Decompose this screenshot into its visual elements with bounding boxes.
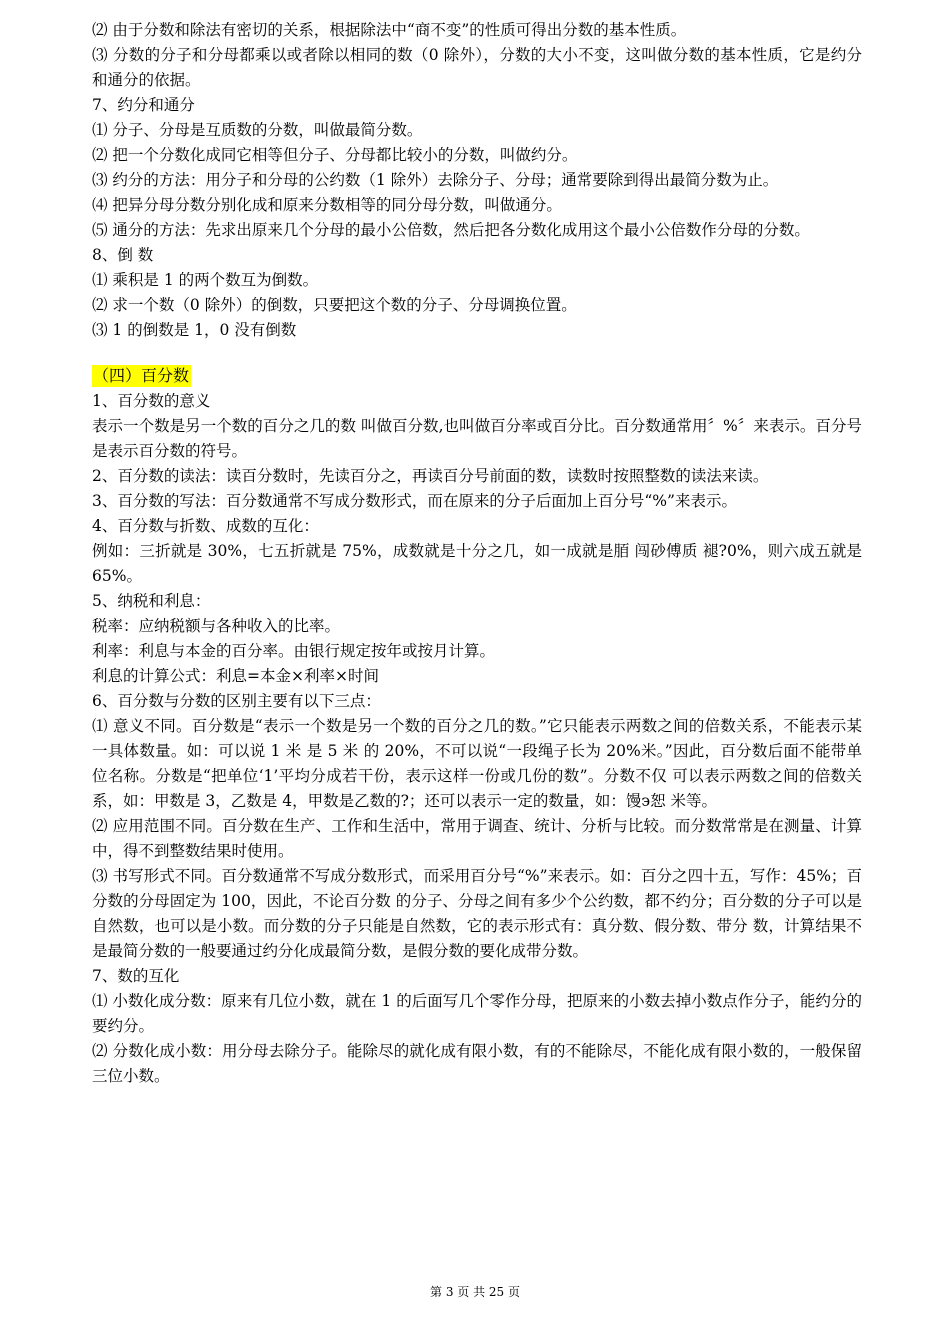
page-content: [92, 18, 862, 1089]
heading-tax-and-interest: 5、纳税和利息：: [92, 592, 211, 610]
paragraph: ⑴ 分子、分母是互质数的分数，叫做最简分数。: [92, 121, 423, 139]
paragraph: 表示一个数是另一个数的百分之几的数 叫做百分数,也叫做百分率或百分比。百分数通常用〞%〞来表示。百分号是表示百分数的符号。: [92, 417, 862, 460]
paragraph: 税率：应纳税额与各种收入的比率。: [92, 617, 341, 635]
paragraph: ⑴ 小数化成分数：原来有几位小数，就在 1 的后面写几个零作分母，把原来的小数去掉小数点作分子，能约分的要约分。: [92, 992, 862, 1035]
section-header-row: [92, 363, 862, 389]
paragraph: ⑶ 1 的倒数是 1，0 没有倒数: [92, 321, 297, 339]
heading-reduction-and-common-denominator: 7、约分和通分: [92, 96, 195, 114]
paragraph: ⑵ 求一个数（0 除外）的倒数，只要把这个数的分子、分母调换位置。: [92, 296, 577, 314]
paragraph: ⑵ 把一个分数化成同它相等但分子、分母都比较小的分数，叫做约分。: [92, 146, 578, 164]
heading-percent-vs-fraction: 6、百分数与分数的区别主要有以下三点：: [92, 692, 381, 710]
paragraph: ⑸ 通分的方法：先求出原来几个分母的最小公倍数，然后把各分数化成用这个最小公倍数作分母的分数。: [92, 221, 810, 239]
paragraph: ⑴ 意义不同。百分数是“表示一个数是另一个数的百分之几的数。”它只能表示两数之间的倍数关系，不能表示某一具体数量。如：可以说 1 米 是 5 米 的 20%，不可以说“一段绳子长为 20%米。”因此，百分数后面不能带单位名称。分数是“把单位‘1’平均分成若干份，表示这样一份或几份的数”。分数不仅 可以表示两数之间的倍数关系，如：甲数是 3，乙数是 4，甲数是乙数的?；还可以表示一定的数量，如：馒϶恕 米等。: [92, 717, 862, 810]
paragraph: 利息的计算公式：利息=本金×利率×时间: [92, 667, 379, 685]
paragraph: ⑵ 由于分数和除法有密切的关系，根据除法中“商不变”的性质可得出分数的基本性质。: [92, 21, 687, 39]
section-header-percent: （四）百分数: [93, 366, 190, 385]
paragraph: ⑴ 乘积是 1 的两个数互为倒数。: [92, 271, 319, 289]
paragraph: ⑶ 分数的分子和分母都乘以或者除以相同的数（0 除外），分数的大小不变，这叫做分数的基本性质，它是约分和通分的依据。: [92, 46, 862, 89]
paragraph: ⑵ 应用范围不同。百分数在生产、工作和生活中，常用于调查、统计、分析与比较。而分数常常是在测量、计算中，得不到整数结果时使用。: [92, 817, 862, 860]
paragraph: ⑷ 把异分母分数分别化成和原来分数相等的同分母分数，叫做通分。: [92, 196, 562, 214]
paragraph: 3、百分数的写法：百分数通常不写成分数形式，而在原来的分子后面加上百分号“%”来表示。: [92, 492, 737, 510]
heading-number-conversion: 7、数的互化: [92, 967, 180, 985]
paragraph: 2、百分数的读法：读百分数时，先读百分之，再读百分号前面的数，读数时按照整数的读法来读。: [92, 467, 769, 485]
heading-reciprocal: 8、倒 数: [92, 246, 154, 264]
paragraph: ⑶ 书写形式不同。百分数通常不写成分数形式，而采用百分号“%”来表示。如：百分之四十五，写作：45%；百分数的分母固定为 100，因此，不论百分数 的分子、分母之间有多少个公约数，都不约分；百分数的分子可以是自然数，也可以是小数。而分数的分子只能是自然数，它的表示形式有：真分数、假分数、带分 数，计算结果不是最简分数的一般要通过约分化成最简分数，是假分数的要化成带分数。: [92, 867, 862, 960]
paragraph: ⑵ 分数化成小数：用分母去除分子。能除尽的就化成有限小数，有的不能除尽，不能化成有限小数的，一般保留三位小数。: [92, 1042, 862, 1085]
paragraph: 利率：利息与本金的百分率。由银行规定按年或按月计算。: [92, 642, 496, 660]
page-footer: 第 3 页 共 25 页: [430, 1285, 520, 1299]
paragraph: 例如：三折就是 30%，七五折就是 75%，成数就是十分之几，如一成就是脜 闯砂傅质 褪?0%，则六成五就是 65%。: [92, 542, 862, 585]
paragraph: ⑶ 约分的方法：用分子和分母的公约数（1 除外）去除分子、分母；通常要除到得出最简分数为止。: [92, 171, 779, 189]
heading-percent-discount-conversion: 4、百分数与折数、成数的互化：: [92, 517, 319, 535]
spacer: [92, 343, 862, 363]
heading-percent-meaning: 1、百分数的意义: [92, 392, 211, 410]
